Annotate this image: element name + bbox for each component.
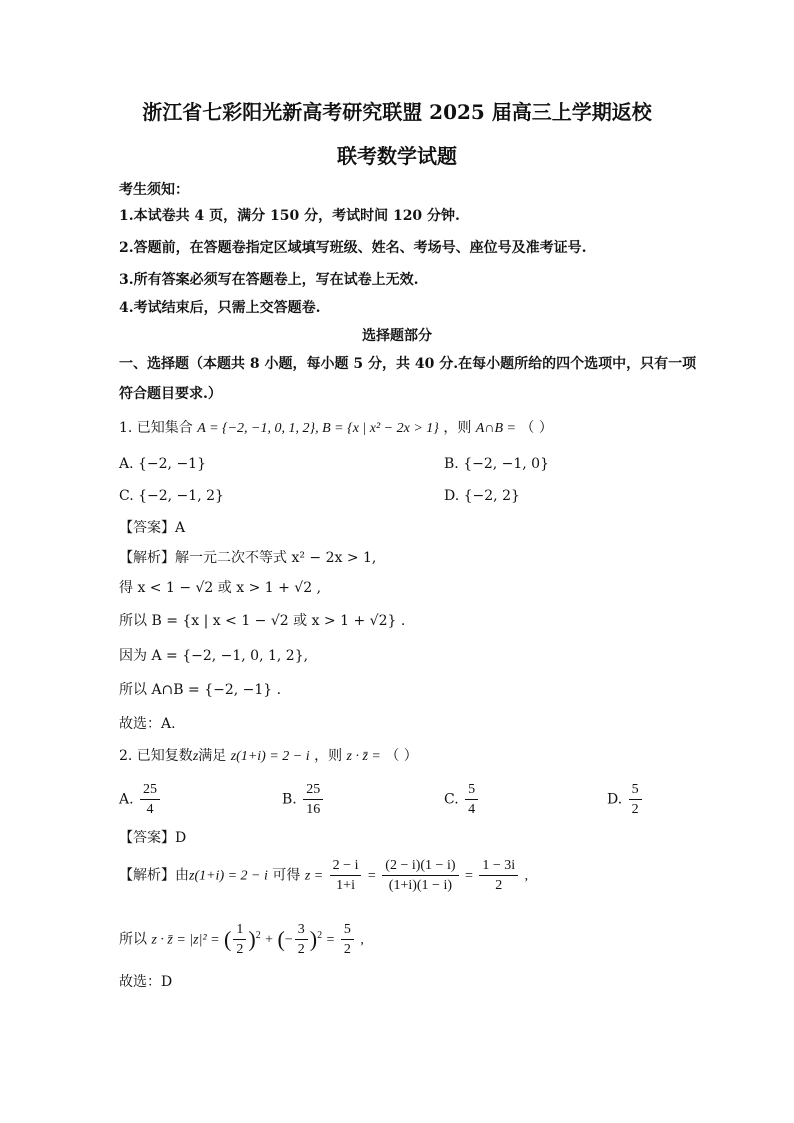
square-exponent: 2 (255, 929, 261, 941)
q2-option-d-frac (629, 780, 642, 819)
q2-frac-5-den: 2 (297, 942, 305, 957)
q2-frac-2-num: (2 − i)(1 − i) (382, 856, 458, 876)
q2-option-b-den: 16 (306, 802, 321, 817)
equals-sign: = (464, 868, 473, 884)
q2-option-c-num: 5 (465, 780, 478, 800)
q2-option-c-den: 4 (468, 802, 476, 817)
q2-so-eq: z · z̄ = |z|² = (151, 932, 220, 948)
q2-frac-6 (341, 920, 354, 959)
q2-frac-1-num: 2 − i (330, 856, 362, 876)
q2-option-c (444, 780, 480, 819)
left-paren: ( (224, 926, 232, 952)
right-paren: ) (309, 926, 318, 952)
q2-analysis-eq: z = (304, 868, 324, 884)
q1-option-d: D. {−2, 2} (444, 488, 520, 504)
q1-analysis-5: 所以 A∩B = {−2, −1} . (119, 682, 282, 698)
q2-option-d (607, 780, 644, 819)
q2-frac-1-den: 1+i (336, 878, 355, 893)
q1-option-b: B. {−2, −1, 0} (444, 456, 549, 472)
q2-frac-3-num: 1 − 3i (479, 856, 518, 876)
q2-option-d-num: 5 (629, 780, 642, 800)
q2-mid: 满足 (198, 748, 227, 764)
part-title: 选择题部分 (362, 328, 432, 344)
q2-answer: 【答案】D (119, 830, 187, 846)
q1-set-a: A = {−2, −1, 0, 1, 2} (197, 421, 316, 436)
equals-sign: = (367, 868, 376, 884)
q1-prefix: 1. 已知集合 (119, 420, 193, 436)
q2-option-a-num: 25 (140, 780, 160, 800)
q2-analysis-prefix: 【解析】由 (119, 867, 189, 884)
q2-frac-6-num: 5 (341, 920, 354, 940)
q2-option-d-den: 2 (631, 802, 639, 817)
q2-frac-2-den: (1+i)(1 − i) (388, 878, 452, 893)
q2-stem (119, 746, 418, 767)
q1-stem (119, 418, 553, 439)
q2-option-a-den: 4 (146, 802, 154, 817)
q1-set-b: , B = {x | x² − 2x > 1} (315, 421, 439, 436)
q2-z: z (192, 749, 199, 764)
equals-sign: = (326, 932, 335, 948)
section-line-1: 一、选择题（本题共 8 小题，每小题 5 分，共 40 分.在每小题所给的四个选项中，只有一项 (119, 356, 697, 372)
q2-frac-4-num: 1 (233, 920, 246, 940)
q2-analysis-line-2 (119, 920, 364, 959)
left-paren: ( (277, 926, 285, 952)
q2-expr: z · z̄ = (346, 749, 381, 764)
q1-answer: 【答案】A (119, 520, 186, 536)
q2-frac-4 (233, 920, 246, 959)
q2-frac-3-den: 2 (495, 878, 503, 893)
comma: , (360, 932, 364, 948)
notice-heading: 考生须知： (119, 182, 189, 198)
q2-ask: ，则 (314, 748, 343, 764)
q2-option-c-frac (465, 780, 478, 819)
q2-frac-4-den: 2 (236, 942, 244, 957)
notice-item-3: 3.所有答案必须写在答题卷上，写在试卷上无效. (119, 272, 419, 288)
section-line-2: 符合题目要求.） (119, 386, 222, 402)
title-line-2: 联考数学试题 (337, 144, 457, 168)
q1-option-c: C. {−2, −1, 2} (119, 488, 224, 504)
q2-so-prefix: 所以 (119, 931, 147, 948)
q2-frac-5-num: 3 (295, 920, 308, 940)
q2-frac-2 (382, 856, 458, 895)
q1-blank: （ ） (520, 420, 553, 436)
title-line-1: 浙江省七彩阳光新高考研究联盟 2025 届高三上学期返校 (142, 100, 652, 124)
q1-analysis-2: 得 x < 1 − √2 或 x > 1 + √2 , (119, 580, 322, 596)
q2-option-b (282, 780, 325, 819)
q1-analysis-3: 所以 B = {x | x < 1 − √2 或 x > 1 + √2} . (119, 613, 406, 629)
q2-frac-3 (479, 856, 518, 895)
q1-option-a: A. {−2, −1} (119, 456, 207, 472)
q2-option-a-label: A. (119, 791, 134, 808)
q2-option-c-label: C. (444, 791, 459, 808)
q1-analysis-1: 【解析】解一元二次不等式 x² − 2x > 1, (119, 550, 377, 566)
minus-sign: − (284, 932, 293, 948)
q2-frac-1 (330, 856, 362, 895)
q2-analysis-cond: z(1+i) = 2 − i (189, 868, 268, 884)
q2-prefix: 2. 已知复数 (119, 748, 193, 764)
notice-item-2: 2.答题前，在答题卷指定区域填写班级、姓名、考场号、座位号及准考证号. (119, 240, 587, 256)
q2-blank: （ ） (385, 748, 418, 764)
q1-expr: A∩B = (475, 421, 516, 436)
right-paren: ) (248, 926, 256, 952)
q2-option-b-label: B. (282, 791, 297, 808)
q2-final: 故选：D (119, 974, 173, 990)
q2-condition: z(1+i) = 2 − i (230, 749, 310, 764)
notice-item-1: 1.本试卷共 4 页，满分 150 分，考试时间 120 分钟. (119, 208, 460, 224)
comma: , (524, 868, 529, 884)
square-exponent: 2 (317, 929, 323, 941)
q1-analysis-4: 因为 A = {−2, −1, 0, 1, 2}, (119, 648, 309, 664)
q1-ask: ，则 (443, 420, 472, 436)
q2-option-a-frac (140, 780, 160, 819)
q2-option-b-frac (303, 780, 323, 819)
q2-option-b-num: 25 (303, 780, 323, 800)
q1-analysis-6: 故选：A. (119, 716, 176, 732)
q2-frac-6-den: 2 (343, 942, 351, 957)
q2-analysis-mid: 可得 (272, 867, 301, 884)
plus-sign: + (265, 932, 274, 948)
q2-option-d-label: D. (607, 791, 623, 808)
q2-frac-5 (295, 920, 308, 959)
q2-option-a (119, 780, 162, 819)
notice-item-4: 4.考试结束后，只需上交答题卷. (119, 300, 321, 316)
q2-analysis-line-1 (119, 856, 528, 895)
